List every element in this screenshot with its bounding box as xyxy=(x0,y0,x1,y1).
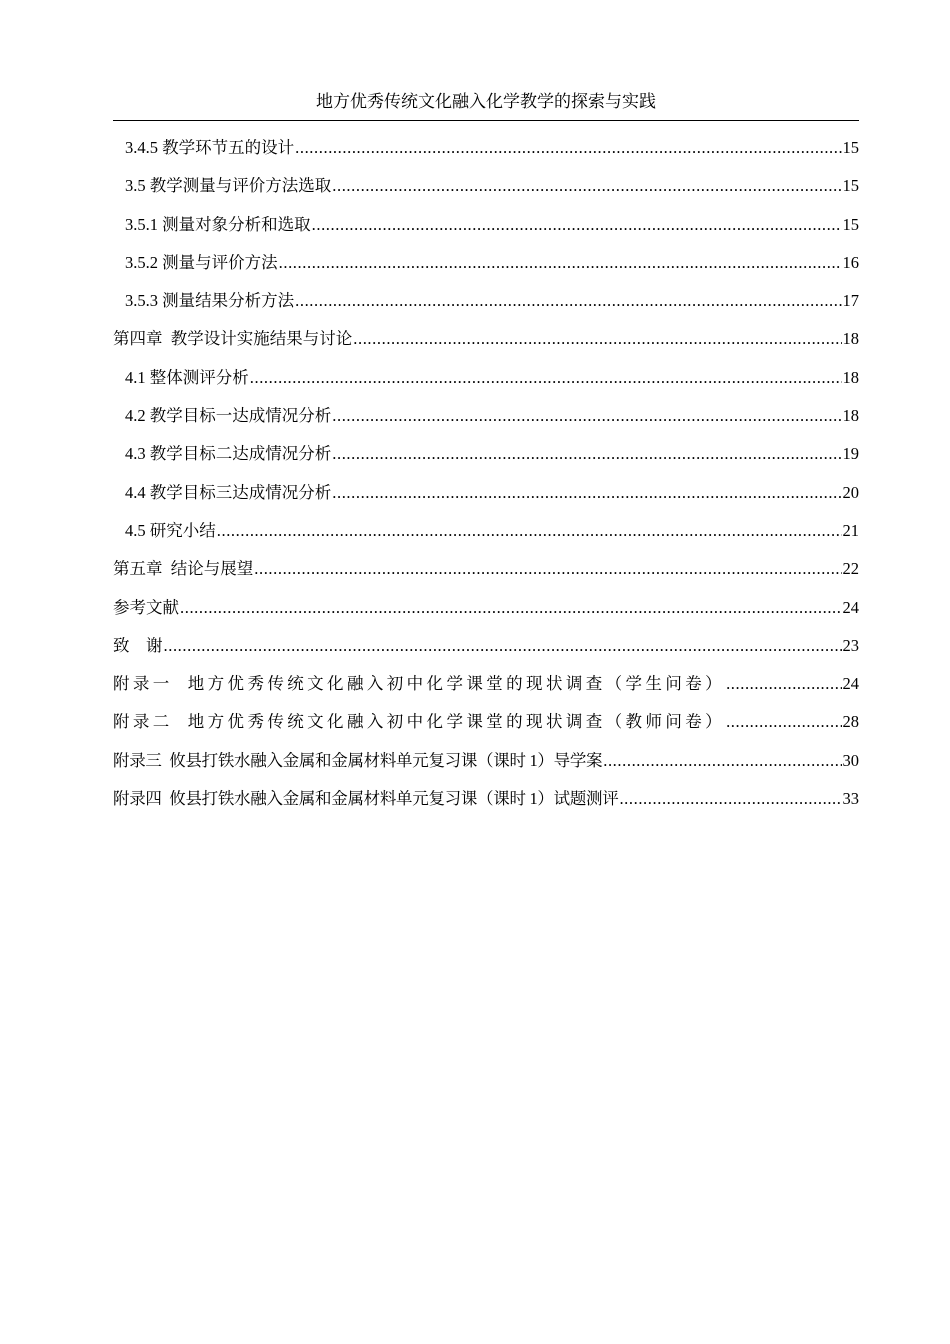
toc-entry-title: 4.4 教学目标三达成情况分析 xyxy=(125,482,332,502)
toc-entry-page: 18 xyxy=(842,367,859,387)
toc-entry[interactable] xyxy=(113,136,859,174)
toc-entry-title: 附录三 攸县打铁水融入金属和金属材料单元复习课（课时 1）导学案 xyxy=(113,750,603,770)
toc-leader-dots xyxy=(353,327,841,351)
toc-entry-page: 28 xyxy=(842,712,859,732)
toc-leader-dots xyxy=(726,710,841,734)
toc-entry[interactable] xyxy=(113,174,859,212)
toc-entry-title: 4.5 研究小结 xyxy=(125,520,216,540)
toc-entry-page: 15 xyxy=(842,138,859,157)
toc-entry-page: 16 xyxy=(842,252,859,272)
toc-entry-title: 附录二 地方优秀传统文化融入初中化学课堂的现状调查（教师问卷） xyxy=(113,712,726,732)
toc-leader-dots xyxy=(726,672,841,696)
toc-leader-dots xyxy=(164,634,842,658)
toc-leader-dots xyxy=(180,596,842,620)
toc-entry[interactable] xyxy=(113,366,859,404)
toc-leader-dots xyxy=(279,251,842,275)
toc-entry-page: 21 xyxy=(842,520,859,540)
toc-leader-dots xyxy=(332,404,841,428)
toc-leader-dots xyxy=(250,366,842,390)
toc-leader-dots xyxy=(332,442,841,466)
toc-entry-page: 18 xyxy=(842,406,859,426)
toc-entry-page: 30 xyxy=(842,750,859,770)
toc-entry-page: 20 xyxy=(842,482,859,502)
toc-leader-dots xyxy=(217,519,842,543)
toc-entry-page: 22 xyxy=(842,559,859,579)
toc-entry-references[interactable] xyxy=(113,596,859,634)
toc-entry-page: 17 xyxy=(842,291,859,311)
toc-leader-dots xyxy=(603,749,841,773)
toc-leader-dots xyxy=(295,289,841,313)
toc-entry-page: 19 xyxy=(842,444,859,464)
toc-entry-title: 附录一 地方优秀传统文化融入初中化学课堂的现状调查（学生问卷） xyxy=(113,674,726,694)
toc-entry[interactable] xyxy=(113,481,859,519)
page-header: 地方优秀传统文化融入化学教学的探索与实践 xyxy=(316,92,656,111)
toc-entry-title: 第四章 教学设计实施结果与讨论 xyxy=(113,329,353,349)
toc-entry-chapter[interactable] xyxy=(113,327,859,365)
table-of-contents xyxy=(113,136,859,825)
toc-entry-title: 4.1 整体测评分析 xyxy=(125,367,249,387)
toc-leader-dots xyxy=(295,136,841,160)
toc-entry[interactable] xyxy=(113,442,859,480)
toc-entry-title: 3.5.1 测量对象分析和选取 xyxy=(125,214,311,234)
toc-entry-appendix[interactable] xyxy=(113,787,859,825)
toc-entry-page: 18 xyxy=(842,329,859,349)
toc-entry-page: 23 xyxy=(842,635,859,655)
toc-entry-title: 4.2 教学目标一达成情况分析 xyxy=(125,406,332,426)
toc-leader-dots xyxy=(312,213,842,237)
toc-entry[interactable] xyxy=(113,404,859,442)
toc-leader-dots xyxy=(332,174,841,198)
toc-entry[interactable] xyxy=(113,213,859,251)
toc-entry-appendix[interactable] xyxy=(113,749,859,787)
toc-entry-page: 33 xyxy=(842,789,859,809)
toc-entry-appendix[interactable] xyxy=(113,710,859,748)
toc-entry-acknowledgements[interactable] xyxy=(113,634,859,672)
toc-entry-page: 15 xyxy=(842,214,859,234)
toc-leader-dots xyxy=(254,557,841,581)
toc-entry-appendix[interactable] xyxy=(113,672,859,710)
toc-entry[interactable] xyxy=(113,519,859,557)
toc-entry-title: 参考文献 xyxy=(113,597,179,617)
toc-entry-page: 15 xyxy=(842,176,859,196)
toc-entry-page: 24 xyxy=(842,674,859,694)
toc-entry[interactable] xyxy=(113,289,859,327)
toc-entry-chapter[interactable] xyxy=(113,557,859,595)
toc-entry-page: 24 xyxy=(842,597,859,617)
toc-entry-title: 3.4.5 教学环节五的设计 xyxy=(125,138,295,157)
toc-entry-title: 附录四 攸县打铁水融入金属和金属材料单元复习课（课时 1）试题测评 xyxy=(113,789,619,809)
header-rule xyxy=(113,120,859,121)
toc-entry-title: 4.3 教学目标二达成情况分析 xyxy=(125,444,332,464)
toc-entry-title: 3.5.2 测量与评价方法 xyxy=(125,252,278,272)
toc-entry-title: 3.5.3 测量结果分析方法 xyxy=(125,291,295,311)
toc-entry[interactable] xyxy=(113,251,859,289)
toc-leader-dots xyxy=(332,481,841,505)
toc-leader-dots xyxy=(619,787,841,811)
toc-entry-title: 第五章 结论与展望 xyxy=(113,559,254,579)
toc-entry-title: 3.5 教学测量与评价方法选取 xyxy=(125,176,332,196)
toc-entry-title: 致 谢 xyxy=(113,635,163,655)
